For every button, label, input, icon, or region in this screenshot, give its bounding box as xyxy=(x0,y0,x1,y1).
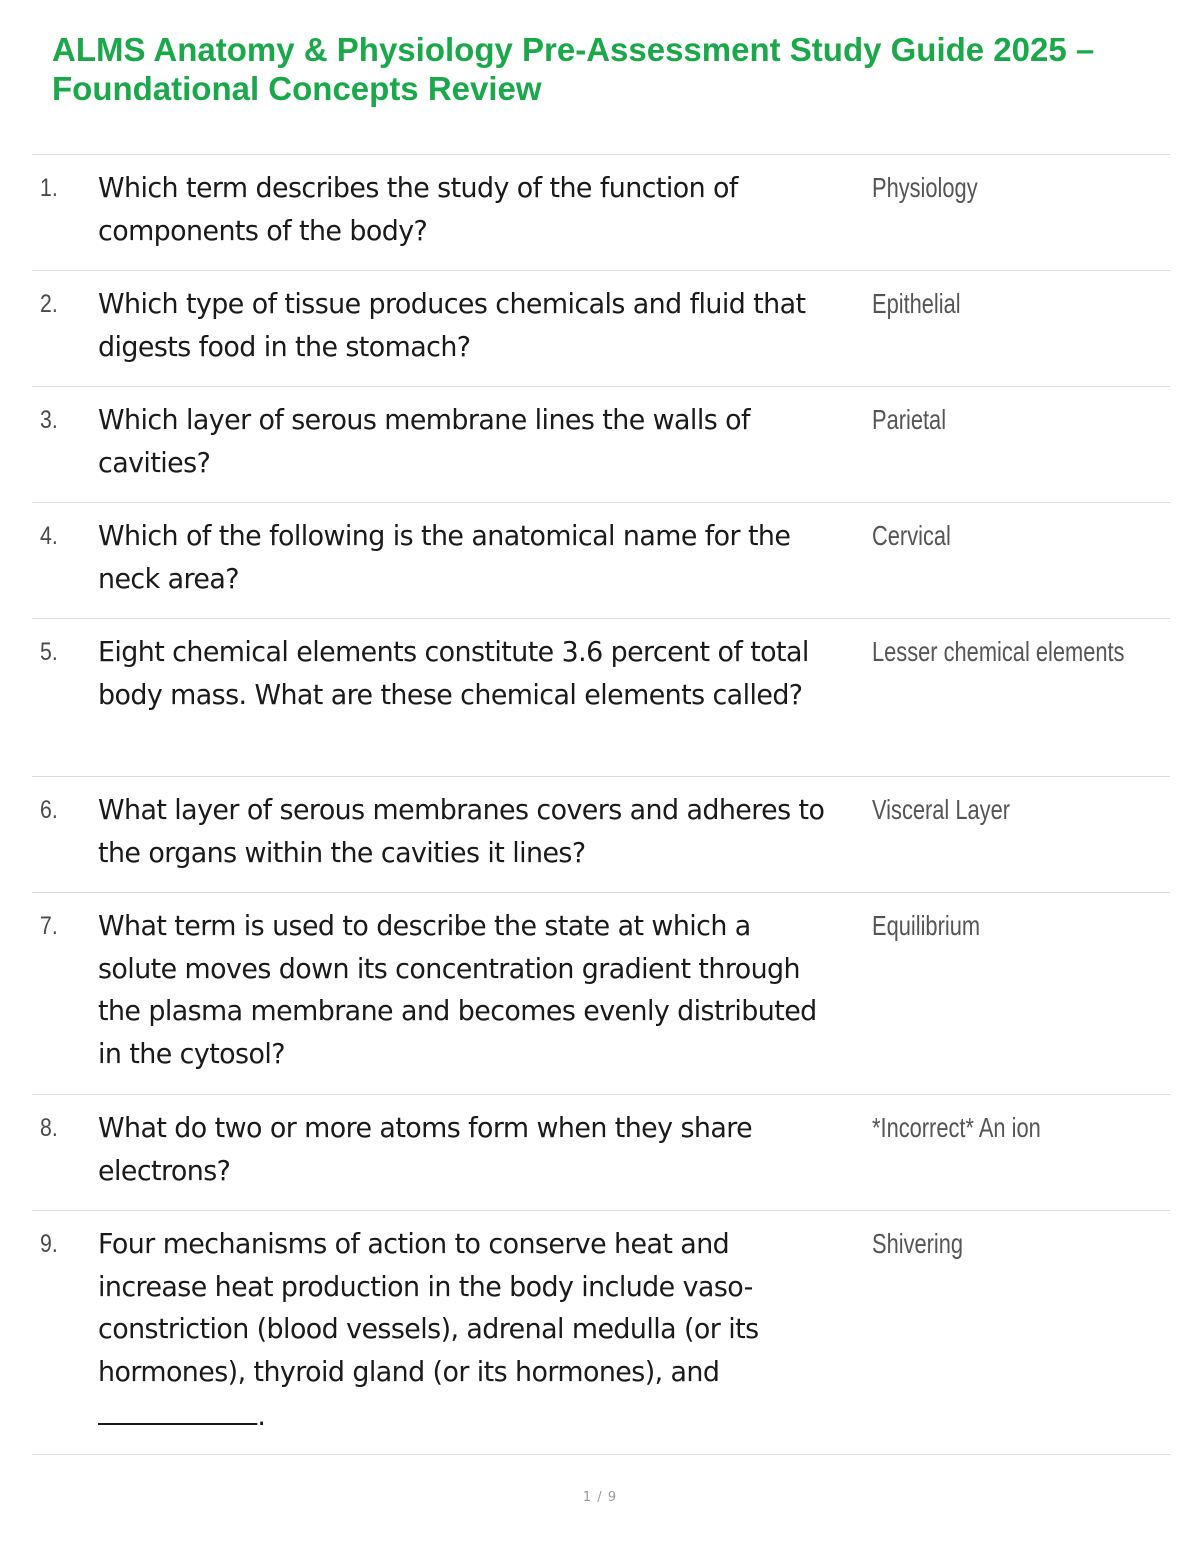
question-text: What layer of serous membranes covers and adheres to the organs within the cavities it lines? xyxy=(98,793,825,869)
answer-text: Lesser chemical elements xyxy=(872,636,1125,667)
question-text xyxy=(98,1223,837,1438)
answer-text: Shivering xyxy=(872,1228,964,1259)
question-text: Which term describes the study of the function of components of the body? xyxy=(98,171,738,247)
question-row-7 xyxy=(32,893,1170,1095)
question-row-1 xyxy=(32,155,1170,271)
answer-text: Cervical xyxy=(872,520,951,551)
question-text: What term is used to describe the state at which a solute moves down its concentration gradient through the plasma membrane and becomes evenly distributed in the cytosol? xyxy=(98,909,817,1070)
document-title: ALMS Anatomy & Physiology Pre-Assessment Study Guide 2025 – Foundational Concepts Review xyxy=(52,31,1095,107)
question-text: Which layer of serous membrane lines the walls of cavities? xyxy=(98,403,750,479)
question-row-8 xyxy=(32,1095,1170,1211)
fill-in-blank-line xyxy=(98,1393,257,1425)
question-list xyxy=(32,154,1170,1455)
question-row-4 xyxy=(32,503,1170,619)
question-text: Eight chemical elements constitute 3.6 percent of total body mass. What are these chemical elements called? xyxy=(98,635,809,711)
question-number: 6. xyxy=(40,796,58,824)
answer-text: Parietal xyxy=(872,404,947,435)
question-number: 7. xyxy=(40,912,58,940)
question-text: Which of the following is the anatomical name for the neck area? xyxy=(98,519,791,595)
question-text-body: Four mechanisms of action to conserve heat and increase heat production in the body include vaso-constriction (blood vessels), adrenal medulla (or its hormones), thyroid gland (or its hormones), and xyxy=(98,1227,759,1388)
answer-text: Physiology xyxy=(872,172,978,203)
question-number: 4. xyxy=(40,522,58,550)
answer-text: Visceral Layer xyxy=(872,794,1010,825)
answer-text: Epithelial xyxy=(872,288,961,319)
question-text: Which type of tissue produces chemicals and fluid that digests food in the stomach? xyxy=(98,287,806,363)
question-number: 3. xyxy=(40,406,58,434)
question-number: 9. xyxy=(40,1230,58,1258)
page-indicator: 1 / 9 xyxy=(582,1490,618,1505)
question-number: 5. xyxy=(40,638,58,666)
question-number: 1. xyxy=(40,174,58,202)
blank-suffix: . xyxy=(257,1399,266,1432)
question-row-5 xyxy=(32,619,1170,777)
question-row-3 xyxy=(32,387,1170,503)
question-row-2 xyxy=(32,271,1170,387)
answer-text: *Incorrect* An ion xyxy=(872,1112,1041,1143)
question-row-6 xyxy=(32,777,1170,893)
question-text: What do two or more atoms form when they share electrons? xyxy=(98,1111,753,1187)
question-number: 8. xyxy=(40,1114,58,1142)
question-number: 2. xyxy=(40,290,58,318)
answer-text: Equilibrium xyxy=(872,910,981,941)
question-row-9 xyxy=(32,1211,1170,1455)
